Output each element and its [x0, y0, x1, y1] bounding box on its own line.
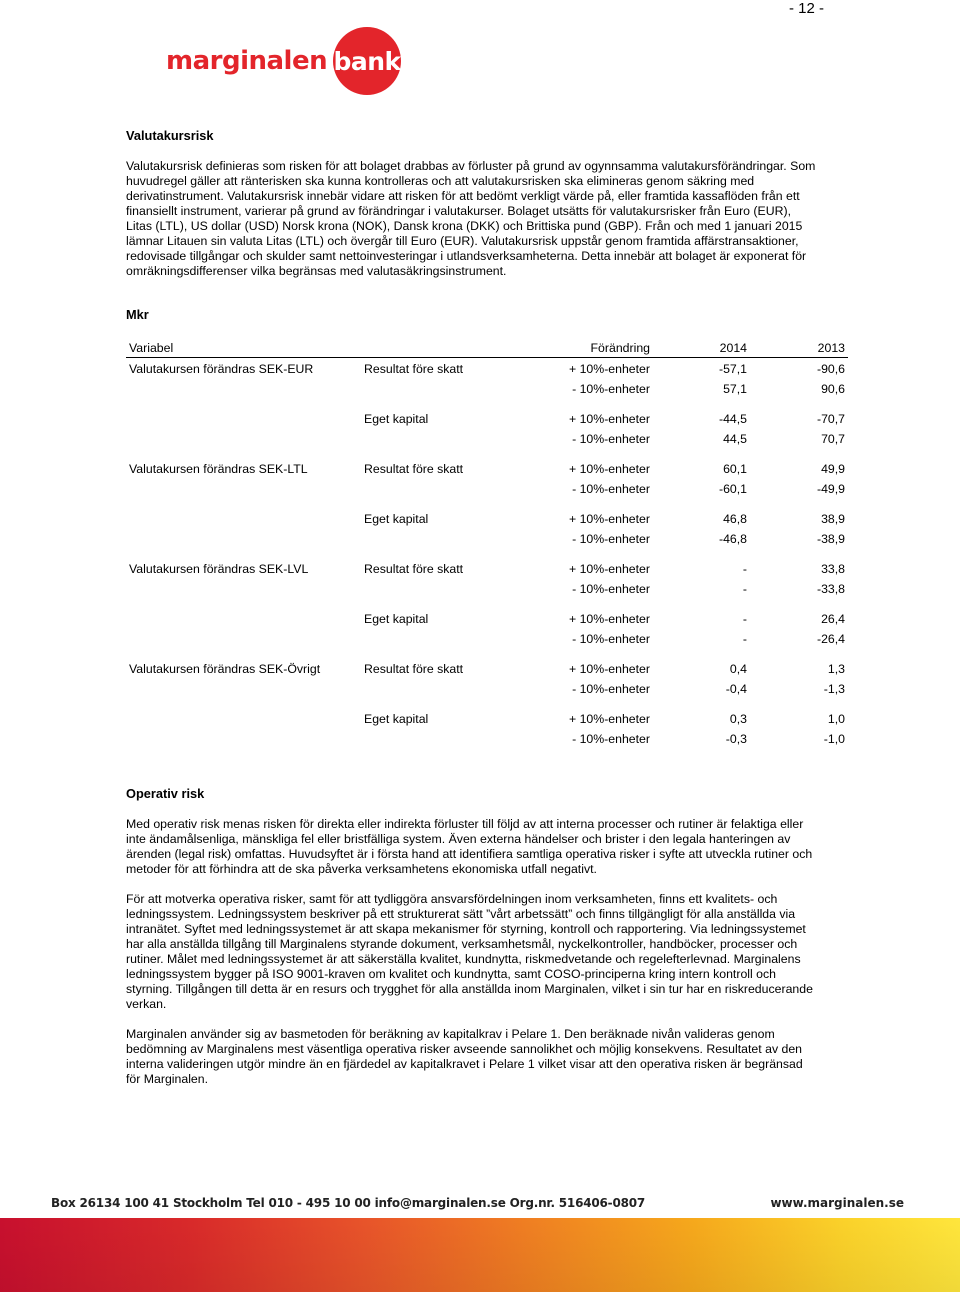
value-2013-cell: -70,7	[816, 412, 845, 426]
value-2013-cell: -1,3	[823, 682, 845, 696]
change-cell: - 10%-enheter	[572, 432, 650, 446]
section-heading: Valutakursrisk	[126, 128, 214, 143]
change-cell: - 10%-enheter	[572, 532, 650, 546]
value-2014-cell: -57,1	[718, 362, 747, 376]
value-2014-cell: -	[742, 612, 747, 626]
value-2013-cell: -26,4	[816, 632, 845, 646]
value-2013-cell: -49,9	[816, 482, 845, 496]
change-cell: - 10%-enheter	[572, 732, 650, 746]
section-paragraph: Marginalen använder sig av basmetoden för beräkning av kapitalkrav i Pelare 1. Den beräknade nivån valideras genom bedömning av Marginalens mest väsentliga operativa risker avseende sannolikhet och möjlig konsekvens. Resultatet av den interna valideringen utgör mindre än en fjärdedel av kapitalkravet i Pelare 1 vilket visar att den operativa risken är begränsad för Marginalen.	[126, 1027, 803, 1086]
value-2014-cell: 0,3	[729, 712, 747, 726]
type-cell: Resultat före skatt	[364, 362, 464, 376]
variable-cell: Valutakursen förändras SEK-LVL	[129, 562, 309, 576]
table-row	[126, 730, 848, 750]
footer-website[interactable]: www.marginalen.se	[770, 1196, 904, 1210]
header-variable: Variabel	[129, 341, 174, 355]
table-row	[126, 710, 848, 730]
change-cell: - 10%-enheter	[572, 682, 650, 696]
footer-gradient-shade	[0, 1218, 960, 1292]
section-paragraph: Med operativ risk menas risken för direkta eller indirekta förluster till följd av att interna processer och rutiner är felaktiga eller inte ändamålsenliga, mänskliga fel eller bristfälliga system. Även externa händelser och brister i den legala hanteringen av ärenden (legal risk) omfattas. Huvudsyftet är i första hand att identifiera samtliga operativa risker i syfte att utveckla rutiner och metoder för att förhindra att de ska påverka verksamhetens ekonomiska utfall negativt.	[126, 817, 813, 876]
section-heading: Operativ risk	[126, 786, 205, 801]
unit-label-block	[126, 307, 818, 323]
value-2013-cell: -38,9	[816, 532, 845, 546]
change-cell: + 10%-enheter	[568, 562, 650, 576]
table-row	[126, 380, 848, 400]
variable-cell: Valutakursen förändras SEK-LTL	[129, 462, 308, 476]
footer-address: Box 26134 100 41 Stockholm Tel 010 - 495 10 00 info@marginalen.se Org.nr. 516406-0807	[51, 1196, 646, 1210]
value-2013-cell: 1,0	[827, 712, 845, 726]
type-cell: Eget kapital	[364, 712, 429, 726]
value-2013-cell: -90,6	[816, 362, 845, 376]
header-2014: 2014	[719, 341, 747, 355]
change-cell: + 10%-enheter	[568, 612, 650, 626]
value-2013-cell: 70,7	[821, 432, 845, 446]
table-row	[126, 610, 848, 630]
value-2014-cell: -46,8	[718, 532, 747, 546]
table-row	[126, 660, 848, 680]
value-2014-cell: -0,4	[725, 682, 747, 696]
change-cell: + 10%-enheter	[568, 412, 650, 426]
change-cell: + 10%-enheter	[568, 712, 650, 726]
logo-circle-badge: bank	[333, 27, 401, 95]
logo-wordmark: marginalen	[166, 46, 328, 76]
type-cell: Eget kapital	[364, 612, 429, 626]
change-cell: - 10%-enheter	[572, 382, 650, 396]
value-2013-cell: 33,8	[821, 562, 845, 576]
table-row	[126, 510, 848, 530]
type-cell: Eget kapital	[364, 512, 429, 526]
sensitivity-table	[126, 340, 848, 750]
value-2014-cell: 57,1	[723, 382, 747, 396]
table-row	[126, 530, 848, 550]
table-body	[126, 358, 848, 750]
page-number: - 12 -	[788, 0, 824, 17]
value-2014-cell: -	[742, 632, 747, 646]
type-cell: Resultat före skatt	[364, 662, 464, 676]
change-cell: - 10%-enheter	[572, 582, 650, 596]
value-2014-cell: 0,4	[729, 662, 747, 676]
table-row	[126, 410, 848, 430]
table-row	[126, 360, 848, 380]
value-2013-cell: 90,6	[821, 382, 845, 396]
table-row	[126, 460, 848, 480]
change-cell: + 10%-enheter	[568, 362, 650, 376]
value-2013-cell: 26,4	[821, 612, 845, 626]
change-cell: - 10%-enheter	[572, 632, 650, 646]
value-2013-cell: 49,9	[821, 462, 845, 476]
header-2013: 2013	[817, 341, 845, 355]
table-row	[126, 480, 848, 500]
value-2013-cell: 1,3	[827, 662, 845, 676]
section-paragraph: För att motverka operativa risker, samt för att tydliggöra ansvarsfördelningen inom verksamheten, finns ett kvalitets- och ledningssystem. Ledningssystem beskriver på ett strukturerat sätt ”vårt arbetssätt” och finns tillgängligt för alla anställda via intranätet. Syftet med ledningssystemet är att skapa mekanismer för styrning, kontroll och rapportering. Via ledningssystemet har alla anställda tillgång till Marginalens styrande dokument, verksamhetsmål, nyckelkontroller, handböcker, processer och rutiner. Målet med ledningssystemet är att säkerställa kvalitet, kundnytta, riskmedvetande och regelefterlevnad. Marginalens ledningssystem bygger på ISO 9001-kraven om kvalitet och kundnytta, samt COSO-principerna kring intern kontroll och styrning. Tillgången till detta är en resurs och trygghet för alla anställda inom Marginalen, vilket i sin tur har en riskreducerande verkan.	[126, 892, 813, 1011]
change-cell: + 10%-enheter	[568, 512, 650, 526]
change-cell: - 10%-enheter	[572, 482, 650, 496]
table-row	[126, 580, 848, 600]
value-2013-cell: -1,0	[823, 732, 845, 746]
table-row	[126, 630, 848, 650]
table-row	[126, 430, 848, 450]
unit-label: Mkr	[126, 307, 149, 322]
section-valutakursrisk	[126, 128, 818, 279]
value-2014-cell: -60,1	[718, 482, 747, 496]
change-cell: + 10%-enheter	[568, 662, 650, 676]
table-row	[126, 560, 848, 580]
type-cell: Resultat före skatt	[364, 562, 464, 576]
table-row	[126, 680, 848, 700]
value-2014-cell: -	[742, 582, 747, 596]
value-2014-cell: -0,3	[725, 732, 747, 746]
value-2013-cell: -33,8	[816, 582, 845, 596]
section-paragraph: Valutakursrisk definieras som risken för att bolaget drabbas av förluster på grund av ogynnsamma valutakursförändringar. Som huvudregel gäller att ränterisken ska kunna kontrolleras och att valutakursrisken ska elimineras genom säkring med derivatinstrument. Valutakursrisk innebär vidare att risken för att bedömt verkligt värde på, eller framtida kassaflöden från ett finansiellt instrument, varierar på grund av förändringar i valutakurser. Bolaget utsätts för valutakursrisker från Euro (EUR), Litas (LTL), US dollar (USD) Norsk krona (NOK), Dansk krona (DKK) och Brittiska pund (GBP). Från och med 1 januari 2015 lämnar Litauen sin valuta Litas (LTL) och övergår till Euro (EUR). Valutakursrisk uppstår genom framtida affärstransaktioner, redovisade tillgångar och skulder samt nettoinvesteringar i utlandsverksamheterna. Detta innebär att bolaget är exponerat för omräkningsdifferenser vilka begränsas med valutasäkringsinstrument.	[126, 159, 816, 278]
value-2014-cell: 44,5	[723, 432, 747, 446]
value-2014-cell: 60,1	[723, 462, 747, 476]
table-header	[126, 340, 848, 358]
marginalen-bank-logo	[166, 26, 401, 96]
section-operativ-risk	[126, 786, 818, 1087]
change-cell: + 10%-enheter	[568, 462, 650, 476]
value-2014-cell: -44,5	[718, 412, 747, 426]
variable-cell: Valutakursen förändras SEK-EUR	[129, 362, 314, 376]
value-2014-cell: 46,8	[723, 512, 747, 526]
type-cell: Eget kapital	[364, 412, 429, 426]
value-2014-cell: -	[742, 562, 747, 576]
value-2013-cell: 38,9	[821, 512, 845, 526]
variable-cell: Valutakursen förändras SEK-Övrigt	[129, 662, 321, 676]
header-change: Förändring	[590, 341, 650, 355]
type-cell: Resultat före skatt	[364, 462, 464, 476]
